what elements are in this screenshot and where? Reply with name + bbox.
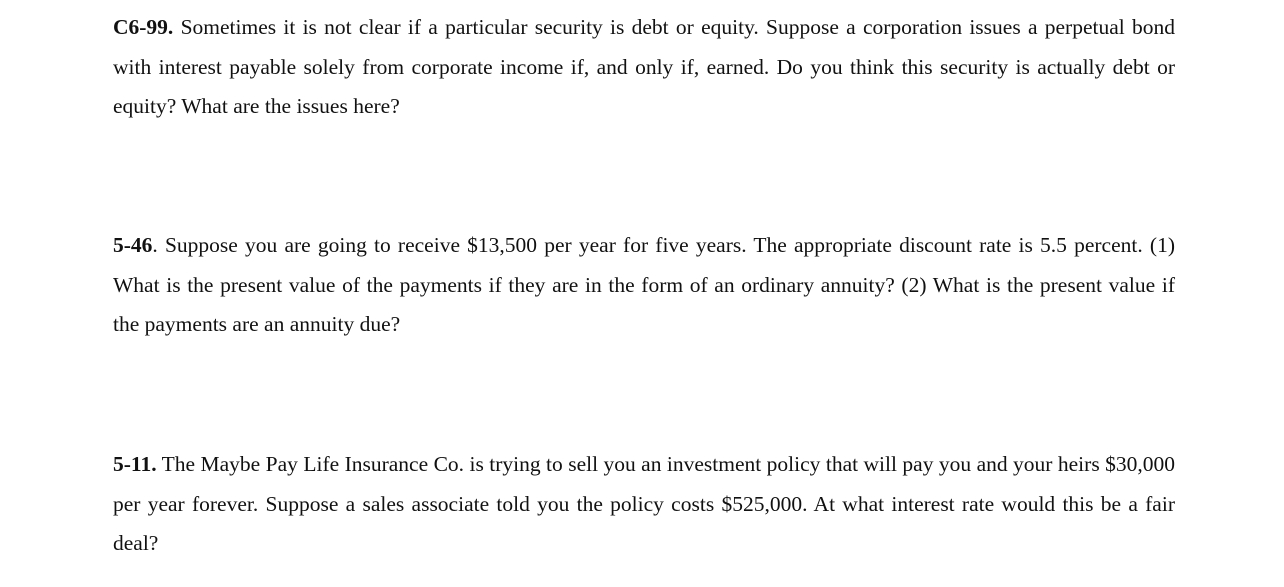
problem-number: 5-11.	[113, 452, 157, 476]
problem-number: 5-46	[113, 233, 153, 257]
problem-5-11	[113, 445, 1175, 564]
problem-5-46	[113, 226, 1175, 345]
problem-number: C6-99.	[113, 15, 174, 39]
problem-text: The Maybe Pay Life Insurance Co. is trying to sell you an investment policy that will pay you and your heirs $30,000 per year forever. Suppose a sales associate told you the policy costs $525,000. At what interest rate would this be a fair deal?	[113, 452, 1175, 555]
problem-text: . Suppose you are going to receive $13,500 per year for five years. The appropriate discount rate is 5.5 percent. (1) What is the present value of the payments if they are in the form of an ordinary annuity? (2) What is the present value if the payments are an annuity due?	[113, 233, 1175, 336]
problem-c6-99	[113, 8, 1175, 127]
problem-text: Sometimes it is not clear if a particular security is debt or equity. Suppose a corporation issues a perpetual bond with interest payable solely from corporate income if, and only if, earned. Do you think this security is actually debt or equity? What are the issues here?	[113, 15, 1175, 118]
